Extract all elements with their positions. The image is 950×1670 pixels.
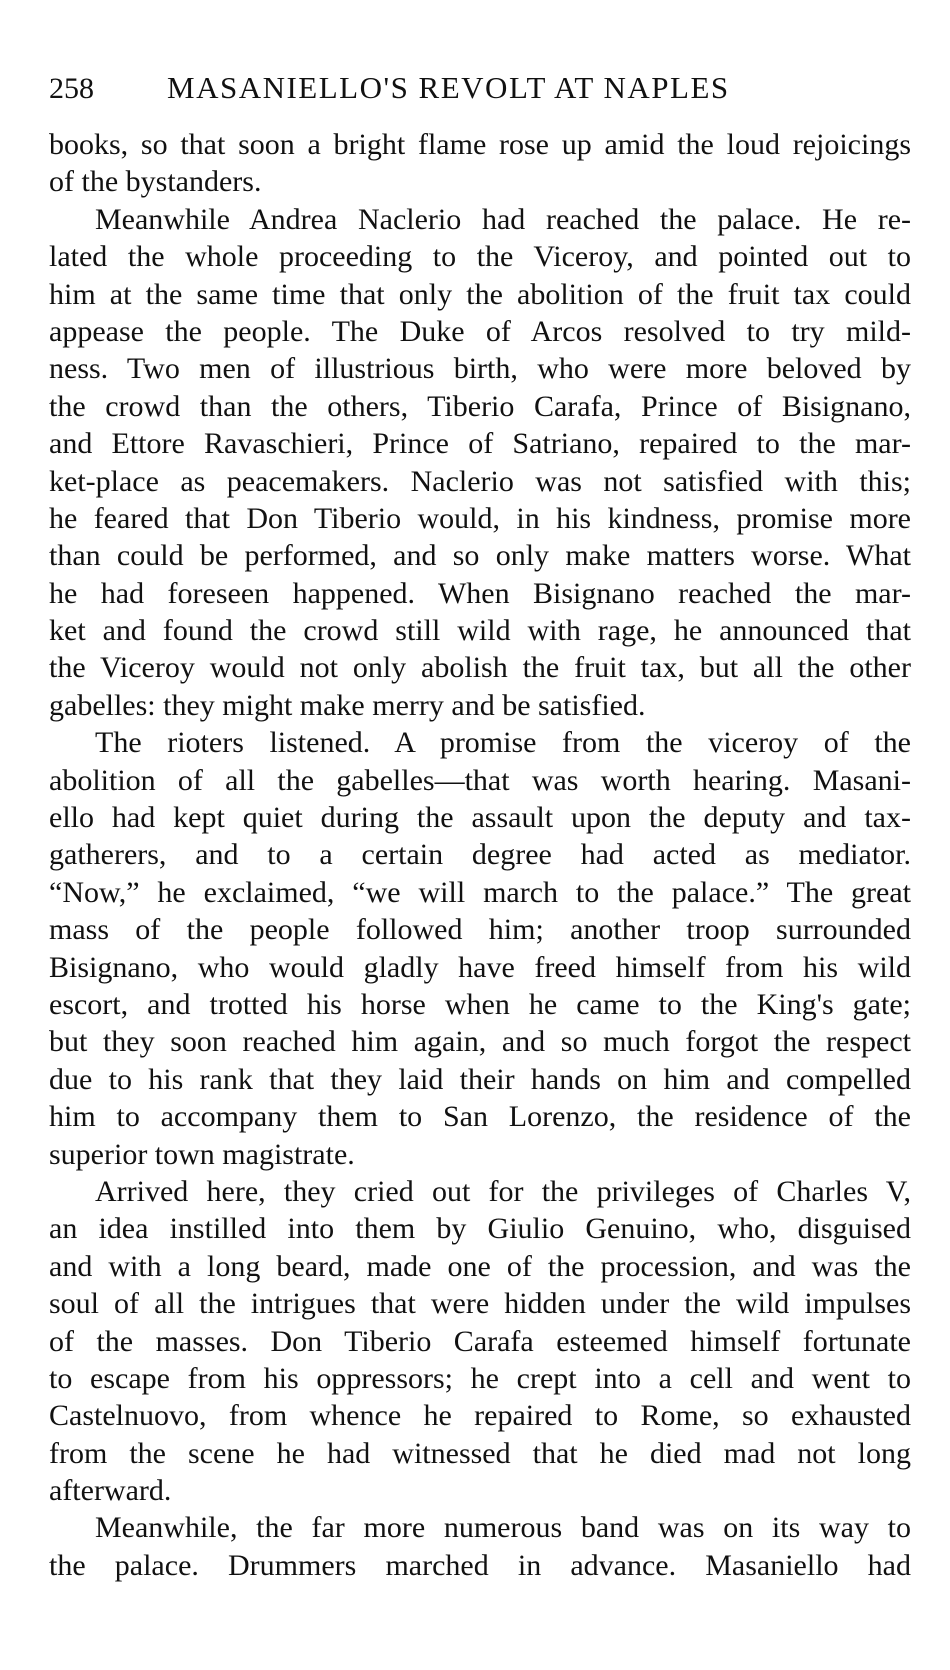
text-line: escort, and trotted his horse when he came to the King's gate;	[49, 987, 911, 1021]
text-line: appease the people. The Duke of Arcos resolved to try mild-	[49, 314, 911, 348]
text-line: gatherers, and to a certain degree had acted as mediator.	[49, 838, 911, 872]
book-page	[49, 72, 911, 1584]
paragraph	[49, 1173, 911, 1510]
text-line: soul of all the intrigues that were hidden under the wild impulses	[49, 1287, 911, 1321]
paragraph	[49, 201, 911, 724]
text-line: ket and found the crowd still wild with rage, he announced that	[49, 614, 911, 648]
text-line: than could be performed, and so only make matters worse. What	[49, 539, 911, 573]
text-line: ket-place as peacemakers. Naclerio was not satisfied with this;	[49, 464, 911, 498]
text-line: due to his rank that they laid their hands on him and compelled	[49, 1062, 911, 1096]
text-line: and with a long beard, made one of the procession, and was the	[49, 1249, 911, 1283]
text-line: Arrived here, they cried out for the privileges of Charles V,	[95, 1174, 911, 1208]
text-line: an idea instilled into them by Giulio Genuino, who, disguised	[49, 1212, 911, 1246]
body-text	[49, 126, 911, 1584]
text-line: but they soon reached him again, and so much forgot the respect	[49, 1025, 911, 1059]
page-number: 258	[49, 72, 94, 105]
text-line: him to accompany them to San Lorenzo, the residence of the	[49, 1100, 911, 1134]
text-line: abolition of all the gabelles—that was worth hearing. Masani-	[49, 763, 911, 797]
text-line: of the bystanders.	[49, 165, 262, 199]
paragraph	[49, 724, 911, 1173]
text-line: the crowd than the others, Tiberio Carafa, Prince of Bisignano,	[49, 389, 911, 423]
text-line: from the scene he had witnessed that he died mad not long	[49, 1436, 911, 1470]
text-line: of the masses. Don Tiberio Carafa esteemed himself fortunate	[49, 1324, 911, 1358]
text-line: him at the same time that only the abolition of the fruit tax could	[49, 277, 911, 311]
text-line: books, so that soon a bright flame rose up amid the loud rejoicings	[49, 128, 911, 161]
text-line: he had foreseen happened. When Bisignano reached the mar-	[49, 576, 911, 610]
text-line: the Viceroy would not only abolish the fruit tax, but all the other	[49, 651, 911, 685]
text-line: gabelles: they might make merry and be satisfied.	[49, 688, 646, 722]
text-line: mass of the people followed him; another troop surrounded	[49, 913, 911, 947]
text-line: Castelnuovo, from whence he repaired to Rome, so exhausted	[49, 1399, 911, 1433]
text-line: superior town magistrate.	[49, 1137, 355, 1171]
text-line: ness. Two men of illustrious birth, who were more beloved by	[49, 352, 911, 386]
text-line: ello had kept quiet during the assault upon the deputy and tax-	[49, 801, 911, 835]
text-line: he feared that Don Tiberio would, in his kindness, promise more	[49, 501, 911, 535]
text-line: “Now,” he exclaimed, “we will march to the palace.” The great	[49, 875, 911, 909]
running-title: MASANIELLO'S REVOLT AT NAPLES	[167, 70, 730, 105]
text-line: the palace. Drummers marched in advance. Masaniello had	[49, 1548, 911, 1582]
text-line: and Ettore Ravaschieri, Prince of Satriano, repaired to the mar-	[49, 427, 911, 461]
text-line: Meanwhile Andrea Naclerio had reached the palace. He re-	[95, 202, 911, 236]
text-line: lated the whole proceeding to the Viceroy, and pointed out to	[49, 240, 911, 274]
text-line: afterward.	[49, 1474, 172, 1508]
text-line: Bisignano, who would gladly have freed himself from his wild	[49, 950, 911, 984]
running-head	[49, 72, 911, 116]
paragraph	[49, 1509, 911, 1584]
paragraph	[49, 126, 911, 201]
text-line: Meanwhile, the far more numerous band was on its way to	[95, 1511, 911, 1545]
text-line: The rioters listened. A promise from the viceroy of the	[95, 726, 911, 760]
text-line: to escape from his oppressors; he crept into a cell and went to	[49, 1361, 911, 1395]
